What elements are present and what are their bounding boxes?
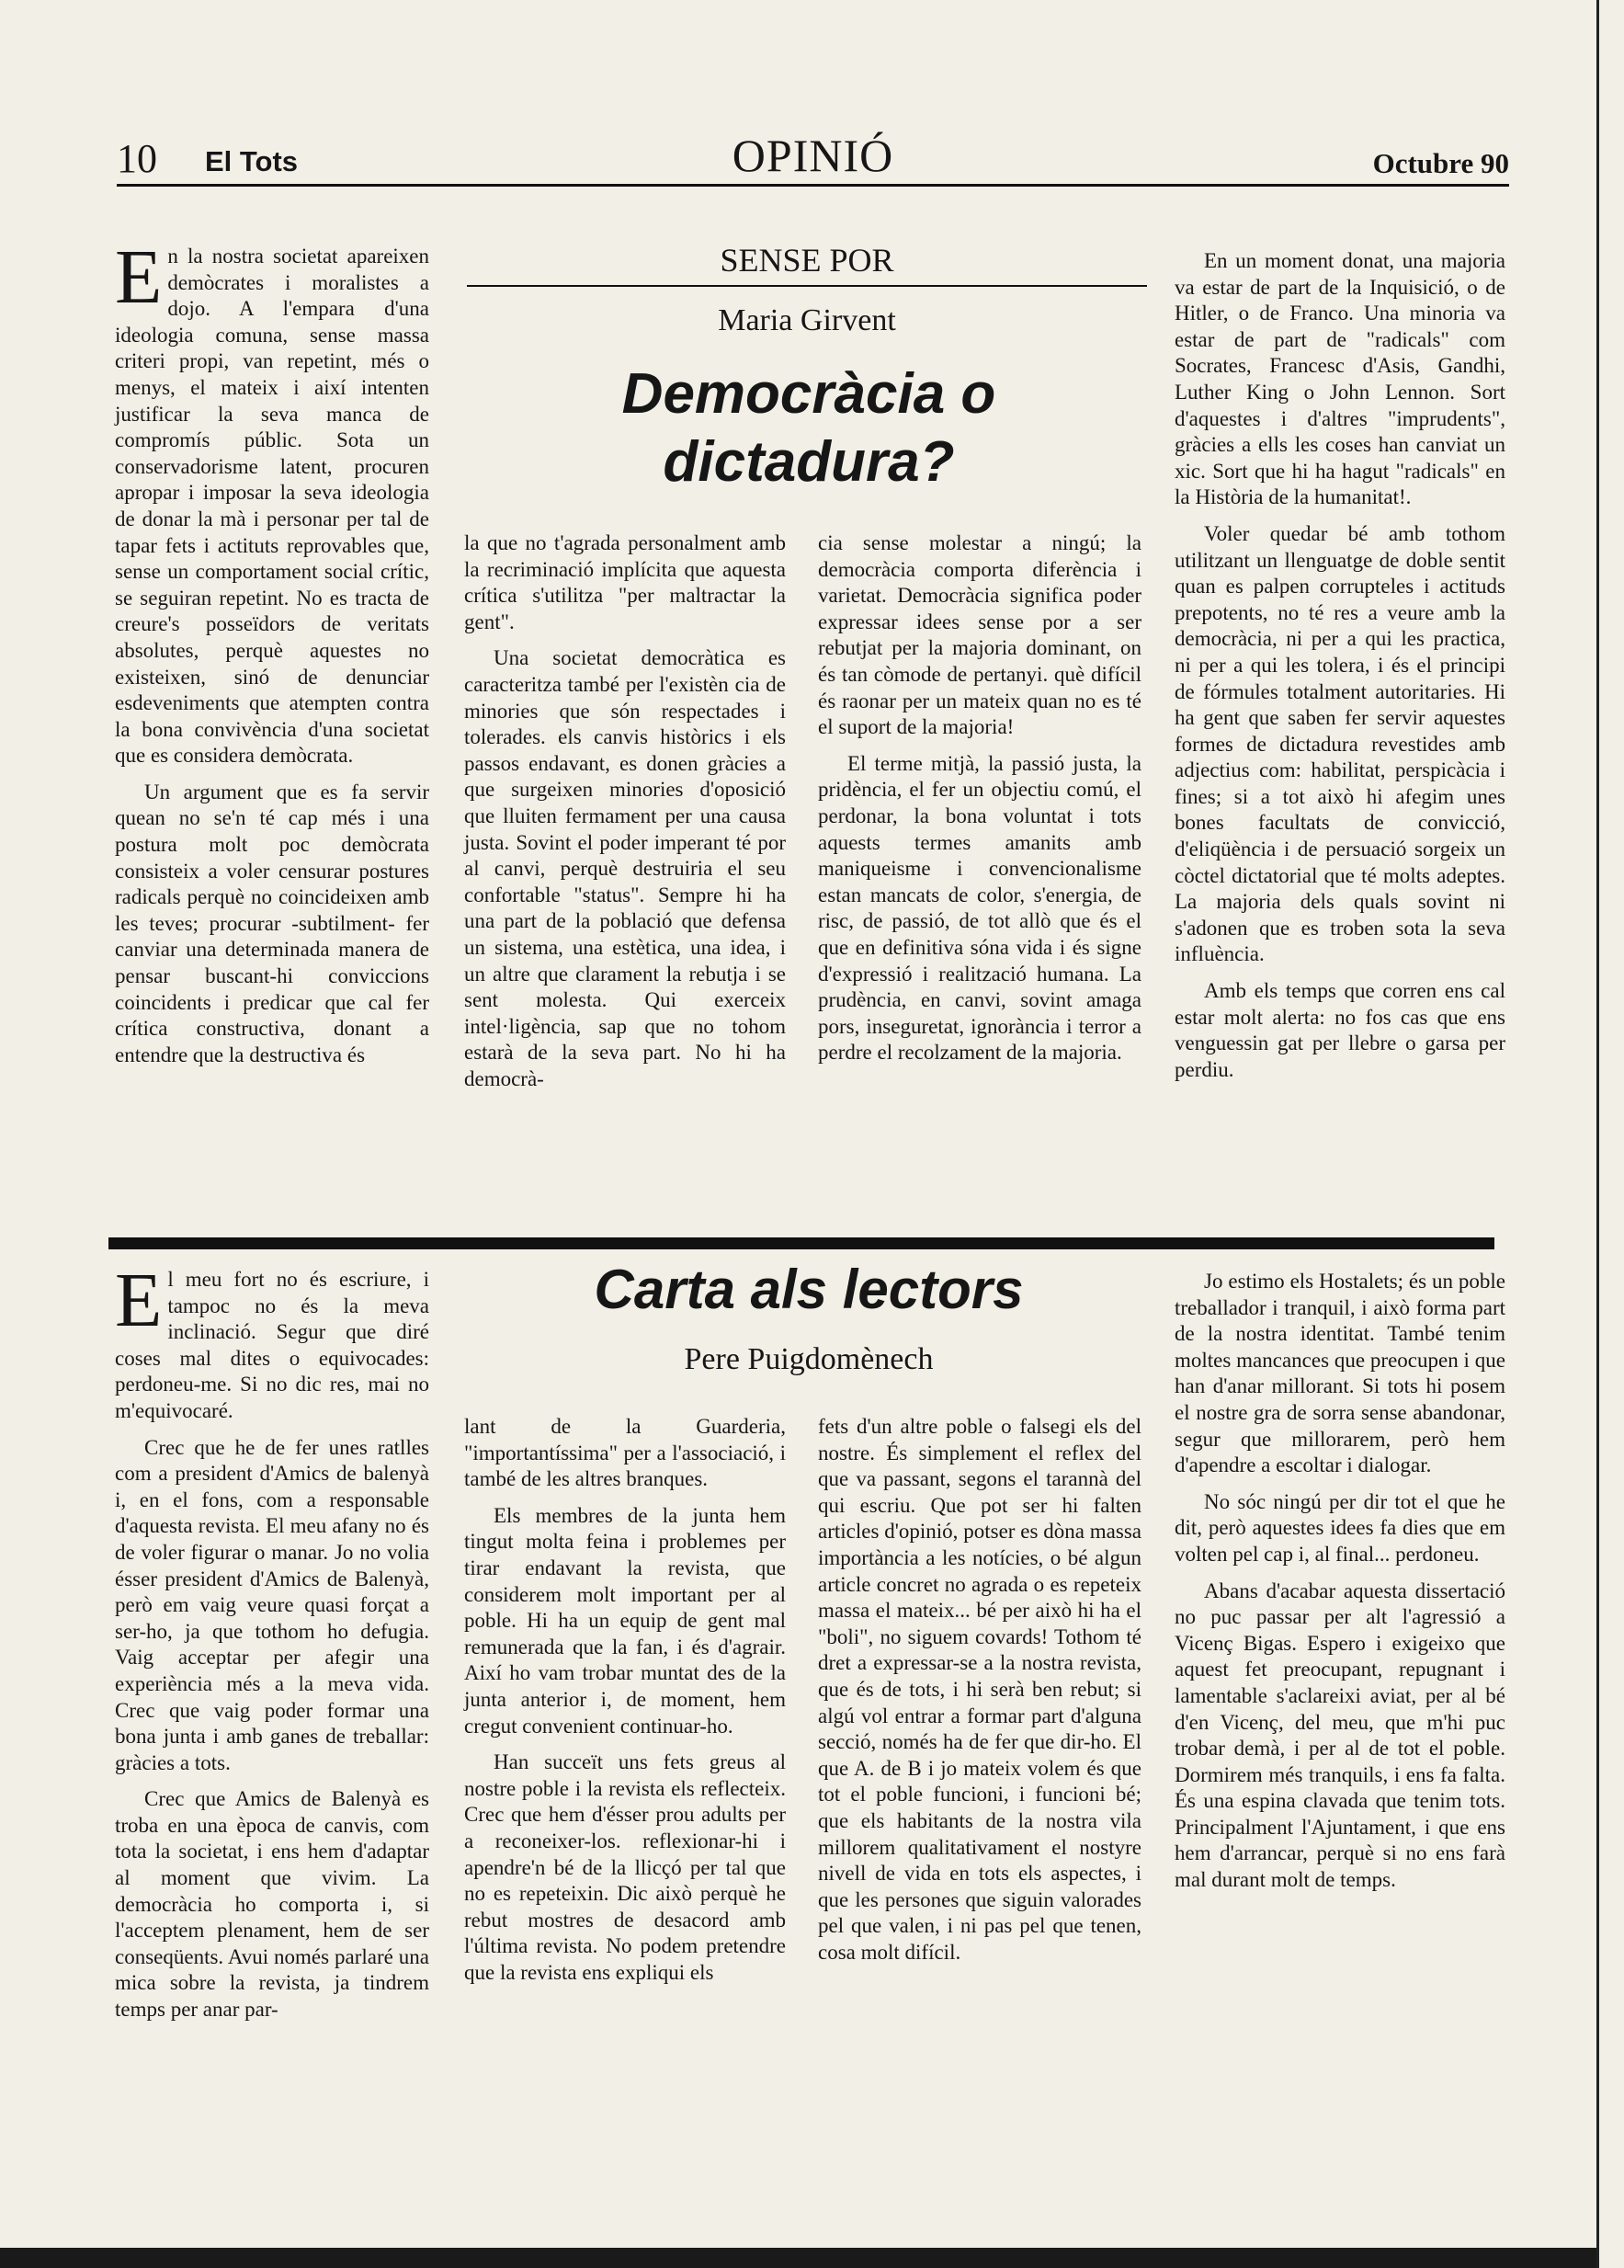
page-edge xyxy=(1596,0,1624,2268)
article1-column-3 xyxy=(818,530,1141,1066)
paragraph: El meu fort no és escriure, i tampoc no és la meva inclinació. Segur que diré coses mal dites o equivocades: perdoneu-me. Si no dic res, mai no m'equivocaré. xyxy=(115,1258,429,1422)
paragraph: lant de la Guarderia, "importantíssima" per a l'associació, i també de les altres branques. xyxy=(464,1415,786,1491)
paragraph: El terme mitjà, la passió justa, la pridència, el fer un objectiu comú, el perdonar, la bona voluntat i tots aquests termes amanits amb maniqueisme i convencionalisme estan mancats de color, s'energia, de risc, de passió, de tot allò que és el que en definitiva sóna vida i és signe d'expressió i realització humana. La prudència, en canvi, sovint amaga pors, inseguretat, ignorància i terror a perdre el recolzament de la majoria. xyxy=(818,751,1141,1065)
paragraph: Un argument que es fa servir quean no se'n té cap més i una postura molt poc demòcrata consisteix a voler censurar postures radicals perquè no coincideixen amb les teves; procurar -subtilment- fer canviar una determinada manera de pensar buscant-hi conviccions coincidents i predicar que cal fer crítica constructiva, donant a entendre que la destructiva és xyxy=(115,780,429,1066)
article1-kicker: SENSE POR xyxy=(467,241,1147,287)
article2-column-1 xyxy=(115,1258,429,2023)
article2-column-4 xyxy=(1175,1269,1505,1894)
article2-column-3 xyxy=(818,1414,1141,1966)
article1-column-2 xyxy=(464,530,786,1092)
paragraph: Amb els temps que corren ens cal estar molt alerta: no fos cas que ens venguessin gat per llebre o garsa per perdiu. xyxy=(1175,979,1505,1081)
article2-author: Pere Puigdomènech xyxy=(684,1342,934,1376)
paragraph: Crec que he de fer unes ratlles com a president d'Amics de balenyà i, en el fons, com a responsable d'aquesta revista. El meu afany no és de voler figurar o manar. Jo no volia ésser president d'Amics de Balenyà, però em vaig veure quasi forçat a ser-ho, ja que tothom ho defugia. Vaig acceptar per afegir una experiència més a la meva vida. Crec que vaig poder formar una bona junta i amb ganes de treballar: gràcies a tots. xyxy=(115,1435,429,1774)
paragraph: fets d'un altre poble o falsegi els del nostre. És simplement el reflex del que va passant, segons el tarannà del qui escriu. Que pot ser hi falten articles d'opinió, potser es dòna massa importància a les notícies, o bé algun article concret no agrada o es repeteix massa el mateix... bé per això hi ha el "boli", no siguem covards! Tothom té dret a expressar-se a la nostra revista, que és de tots, i hi serà ben rebut; si algú vol entrar a formar part d'alguna secció, només ha de fer que dir-ho. El que A. de B i jo mateix volem és que tot el poble funcioni, i funcioni bé; que els habitants de la nostra vila millorem qualitativament el nostyre nivell de vida en tots els aspectes, i que les persones que siguin valorades pel que valen, i ni pas pel que tenen, cosa molt difícil. xyxy=(818,1415,1141,1964)
page-header xyxy=(117,130,1509,187)
paragraph: No sóc ningú per dir tot el que he dit, però aquestes idees fa dies que em volten pel cap i, al final... perdoneu. xyxy=(1175,1489,1505,1566)
paragraph: Crec que Amics de Balenyà es troba en una època de canvis, com tota la societat, i ens hem d'adaptar al moment que vivim. La democràcia ho comporta i, si l'acceptem plenament, hem de ser conseqüents. Avui només parlaré una mica sobre la revista, ja tindrem temps per anar par- xyxy=(115,1787,429,2022)
paragraph: En la nostra societat apareixen demòcrates i moralistes a dojo. A l'empara d'una ideologia comuna, sense massa criteri propi, van repetint, més o menys, el mateix i així intenten justificar la seva manca de compromís públic. Sota un conservadorisme latent, procuren apropar i imposar la seva ideologia de donar la mà i personar per tal de tapar fets i actituts reprovables que, sense un comportament social crític, se seguiran repetint. No es tracta de creure's posseïdors de veritats absolutes, perquè aquestes no existeixen, sinó de denunciar esdeveniments que atempten contra la bona convivència d'una societat que es considera demòcrata. xyxy=(115,234,429,768)
dropcap: E xyxy=(115,1258,163,1343)
paragraph: Els membres de la junta hem tingut molta feina i problemes per tirar endavant la revista, que considerem molt important per al poble. Hi ha un equip de gent mal remunerada que la fan, i és d'agrair. Així ho vam trobar muntat des de la junta anterior i, de moment, hem cregut convenient continuar-ho. xyxy=(464,1503,786,1738)
paragraph: Jo estimo els Hostalets; és un poble treballador i tranquil, i això forma part de la nostra identitat. També tenim moltes mancances que preocupen i que han d'anar millorant. Si tots hi posem el nostre gra de sorra sense abandonar, segur que millorarem, però hem d'apendre a escoltar i dialogar. xyxy=(1175,1270,1505,1477)
article2-title: Carta als lectors xyxy=(594,1259,1024,1320)
paragraph: Han succeït uns fets greus al nostre poble i la revista els reflecteix. Crec que hem d'ésser prou adults per a reconeixer-los. reflexionar-hi i apendre'n bé de la llicçó per tal que no es repeteixin. Dic això perquè he rebut mostres de desacord amb l'última revista. No podem pretendre que la revista ens expliqui els xyxy=(464,1750,786,1984)
article1-column-1 xyxy=(115,234,429,1068)
paragraph: cia sense molestar a ningú; la democràcia comporta diferència i varietat. Democràcia significa poder expressar idees sense por a ser rebutjat per la majoria dominant, on és tan còmode de pertanyi. què difícil és raonar per un mateix quan no es té el suport de la majoria! xyxy=(818,531,1141,739)
section-title: OPINIÓ xyxy=(732,130,894,181)
dropcap: E xyxy=(115,234,163,320)
article1-title: Democràcia o dictadura? xyxy=(621,362,996,494)
publication-name: El Tots xyxy=(205,145,299,177)
article2-column-2 xyxy=(464,1414,786,1986)
paragraph: Voler quedar bé amb tothom utilitzant un llenguatge de doble sentit quan es palpen corrupteles i actituds prepotents, no té res a veure amb la democràcia, ni per a qui les practica, ni per a qui les tolera, i és el principi de fórmules totalment autoritaries. Hi ha gent que saben fer servir aquestes formes de dictadura revestides amb adjectius com: habilitat, perspicàcia i fines; si a tot això hi afegim unes bones facultats de convicció, d'eliqüència i de persuació sorgeix un còctel dictatorial que té molts adeptes. La majoria dels quals sovint ni s'adonen que es troben sota la seva influència. xyxy=(1175,521,1505,966)
paragraph: Una societat democràtica es caracteritza també per l'existèn cia de minories que són respectades i tolerades. els canvis històrics i els passos endavant, es donen gràcies a que surgeixen minories d'oposició que lluiten fermament per una causa justa. Sovint el poder imperant té por al canvi, perquè destruiria el seu confortable "status". Sempre hi ha una part de la població que defensa un sistema, una estètica, una idea, i un altre que clarament la rebutja i se sent molesta. Qui exerceix intel·ligència, sap que no tohom estarà de la seva part. No hi ha democrà- xyxy=(464,646,786,1090)
article1-author: Maria Girvent xyxy=(718,303,896,337)
paragraph: En un moment donat, una majoria va estar de part de la Inquisició, o de Hitler, o de Franco. Una minoria va estar de part de "radicals" com Socrates, Francesc d'Asis, Gandhi, Luther King o John Lennon. Sort d'aquestes i d'altres "imprudents", gràcies a ells les coses han canviat un xic. Sort que hi ha hagut "radicals" en la Història de la humanitat!. xyxy=(1175,249,1505,509)
page-number: 10 xyxy=(117,136,157,181)
paragraph: Abans d'acabar aquesta dissertació no puc passar per alt l'agressió a Vicenç Bigas. Espero i exigeixo que aquest fet preocupant, repugnant i lamentable s'aclareixi aviat, per al bé d'en Vicenç, del meu, que m'hi puc trobar demà, i per al de tot el poble. Dormirem més tranquils, i ens fa falta. És una espina clavada que tenim tots. Principalment l'Ajuntament, i que ens hem d'arrancar, perquè si no ens farà mal durant molt de temps. xyxy=(1175,1578,1505,1892)
issue-date: Octubre 90 xyxy=(1372,147,1509,179)
article1-column-4 xyxy=(1175,248,1505,1083)
section-divider xyxy=(108,1237,1494,1249)
paragraph: la que no t'agrada personalment amb la recriminació implícita que aquesta crítica s'utilitza "per maltractar la gent". xyxy=(464,531,786,633)
